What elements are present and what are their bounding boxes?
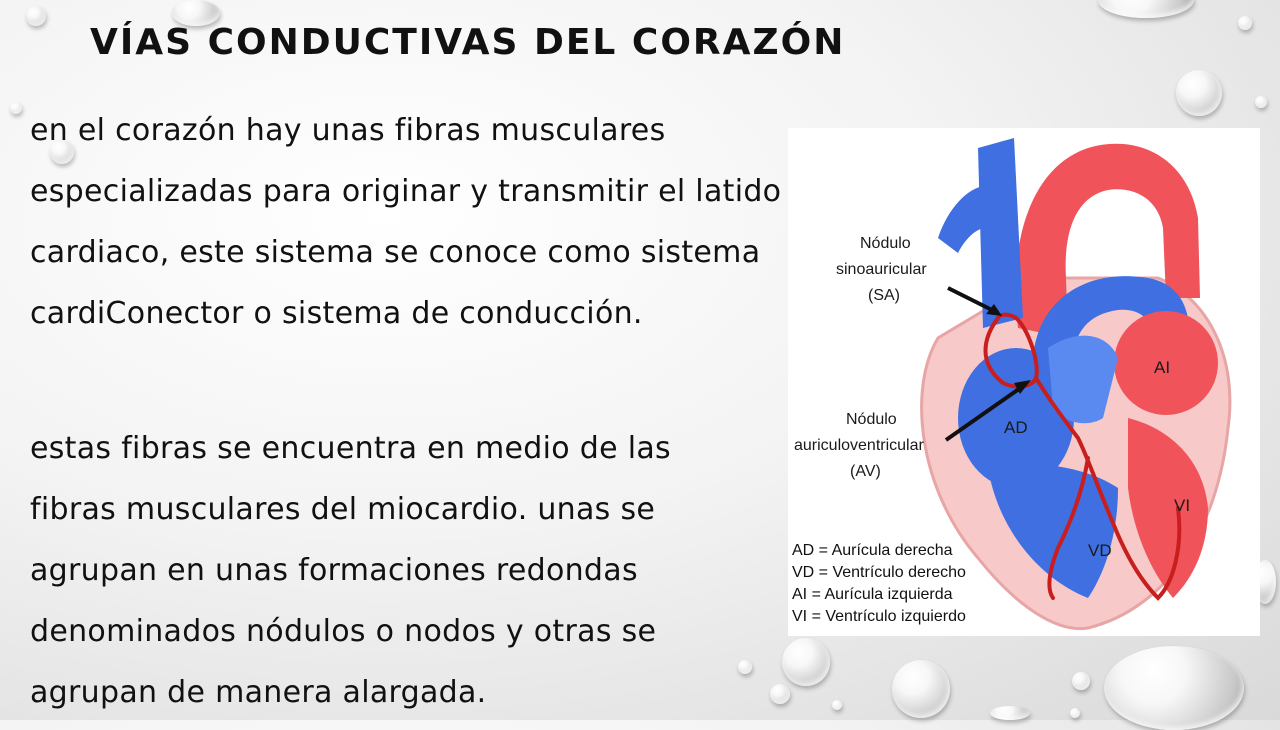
bubble-decoration [770, 684, 790, 704]
sa-label-line1: Nódulo [860, 235, 911, 252]
bubble-decoration [782, 638, 830, 686]
av-label-line3: (AV) [850, 463, 881, 480]
legend-item: VD = Ventrículo derecho [792, 564, 966, 581]
heart-diagram [788, 128, 1260, 636]
bubble-decoration [1104, 646, 1244, 730]
bubble-decoration [892, 660, 950, 718]
label-vd: VD [1088, 541, 1112, 560]
label-vi: VI [1174, 496, 1191, 515]
bubble-decoration [1238, 16, 1252, 30]
legend-item: AI = Aurícula izquierda [792, 586, 953, 603]
label-ai: AI [1154, 358, 1171, 377]
bubble-decoration [1098, 0, 1194, 18]
sa-label-line2: sinoauricular [836, 261, 927, 278]
slide-title: VÍAS CONDUCTIVAS DEL CORAZÓN [90, 22, 846, 63]
legend-item: AD = Aurícula derecha [792, 542, 953, 559]
bubble-decoration [832, 700, 842, 710]
bubble-decoration [1176, 70, 1222, 116]
bubble-decoration [1072, 672, 1090, 690]
vena-cava-branch [938, 186, 984, 253]
av-label-line2: auriculoventricular [794, 437, 924, 454]
heart-illustration [788, 128, 1260, 636]
bubble-decoration [1255, 96, 1267, 108]
bubble-decoration [10, 102, 22, 114]
vena-cava [978, 138, 1023, 328]
label-ad: AD [1004, 418, 1028, 437]
bubble-decoration [1070, 708, 1080, 718]
paragraph-intro: en el corazón hay unas fibras musculares especializadas para originar y transmitir el latido cardiaco, este sistema se conoce como sistema cardiConector o sistema de conducción. [30, 113, 782, 331]
sa-label-line3: (SA) [868, 287, 900, 304]
bubble-decoration [26, 6, 46, 26]
paragraph-details: estas fibras se encuentra en medio de las fibras musculares del miocardio. unas se agrupan en unas formaciones redondas denominados nódulos o nodos y otras se agrupan de manera alargada. [30, 431, 671, 710]
bubble-decoration [990, 706, 1030, 720]
av-label-line1: Nódulo [846, 411, 897, 428]
legend-item: VI = Ventrículo izquierdo [792, 608, 966, 625]
